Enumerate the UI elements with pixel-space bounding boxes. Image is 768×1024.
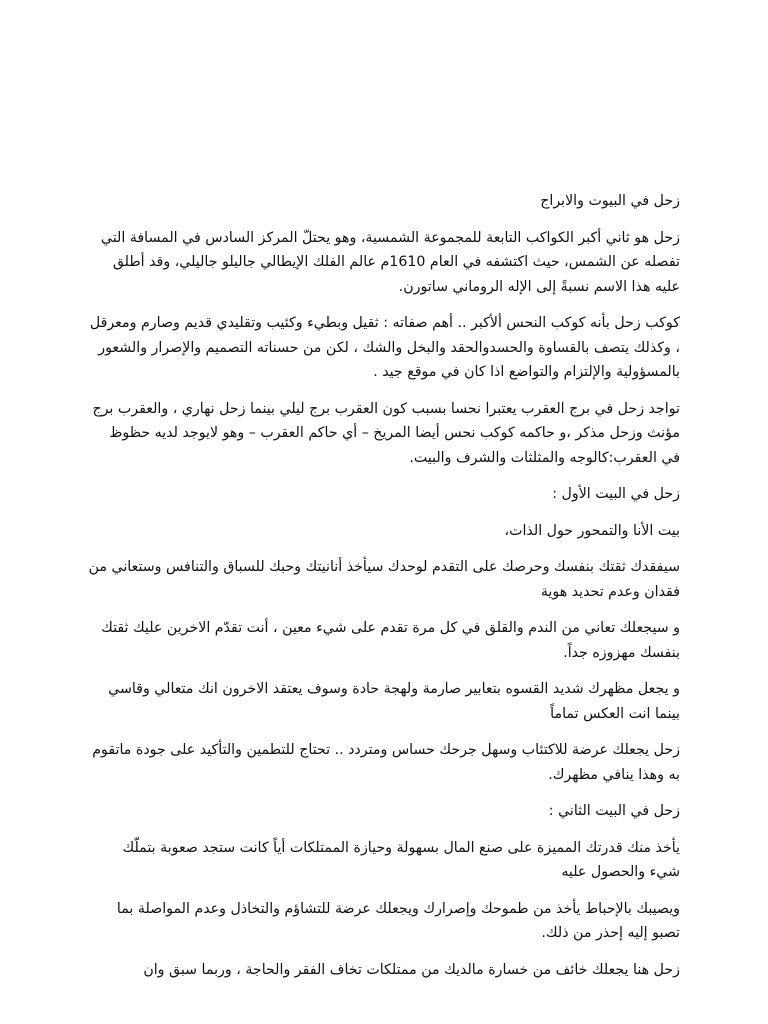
document-page [88,189,680,994]
first-house-heading: زحل في البيت الأول : [552,486,680,502]
scorpio-paragraph: تواجد زحل في برج العقرب يعتبرا نحسا بسبب كون العقرب برج ليلي بينما زحل نهاري ، والعقرب برج مؤنث وزحل مذكر ،و حاكمه كوكب نحس أيضا المريخ – أي حاكم العقرب – وهو لايوجد لديه حظوظ في العقرب:كالوجه والمثلثات والشرف والبيت. [92,400,680,466]
first-house-paragraph-4: زحل يجعلك عرضة للاكتئاب وسهل جرحك حساس ومتردد .. تحتاج للتطمين والتأكيد على جودة ماتقوم به وهذا ينافي مظهرك. [92,742,680,783]
second-house-paragraph-3: زحل هنا يجعلك خائف من خسارة مالديك من ممتلكات تخاف الفقر والحاجة ، وربما سبق وان [143,961,680,978]
second-house-heading: زحل في البيت الثاني : [548,803,680,819]
first-house-subtitle: بيت الأنا والتمحور حول الذات، [504,522,680,539]
traits-paragraph: كوكب زحل بأنه كوكب النحس ألأكبر .. أهم صفاته : ثقيل وبطيء وكئيب وتقليدي قديم وصارم ومعرقل ، وكذلك يتصف بالقساوة والحسدوالحقد والبخل والشك ، لكن من حسناته التصميم والإصرار والشعور بالمسؤولية والإلتزام والتواضع اذا كان في موقع جيد . [89,315,680,380]
second-house-paragraph-1: يأخذ منك قدرتك المميزة على صنع المال بسهولة وحيازة الممتلكات أياً كانت ستجد صعوبة بتملّك شيء والحصول عليه [122,839,680,880]
intro-paragraph: زحل هو ثاني أكبر الكواكب التابعة للمجموعة الشمسية، وهو يحتلّ المركز السادس في المسافة التي تفصله عن الشمس، حيث اكتشفه في العام 1610م عالم الفلك الإيطالي جاليلو جاليلي، وقد أطلق عليه هذا الاسم نسبةً إلى الإله الروماني ساتورن. [100,229,680,295]
first-house-paragraph-3: و يجعل مظهرك شديد القسوه بتعابير صارمة ولهجة حادة وسوف يعتقد الاخرون انك متعالي وقاسي بينما انت العكس تماماً [108,681,680,722]
document-title: زحل في البيوت والابراج [540,193,680,209]
first-house-paragraph-1: سيفقدك ثقتك بنفسك وحرصك على التقدم لوحدك سيأخذ أنانيتك وحبك للسباق والتنافس وستعاني من فقدان وعدم تحديد هوية [88,559,680,600]
second-house-paragraph-2: ويصيبك بالإحباط يأخذ من طموحك وإصرارك ويجعلك عرضة للتشاؤم والتخاذل وعدم المواصلة بما تصبو إليه إحذر من ذلك. [116,900,680,941]
first-house-paragraph-2: و سيجعلك تعاني من الندم والقلق في كل مرة تقدم على شيء معين ، أنت تقدّم الاخرين عليك ثقتك بنفسك مهزوزه جداً. [101,620,680,661]
